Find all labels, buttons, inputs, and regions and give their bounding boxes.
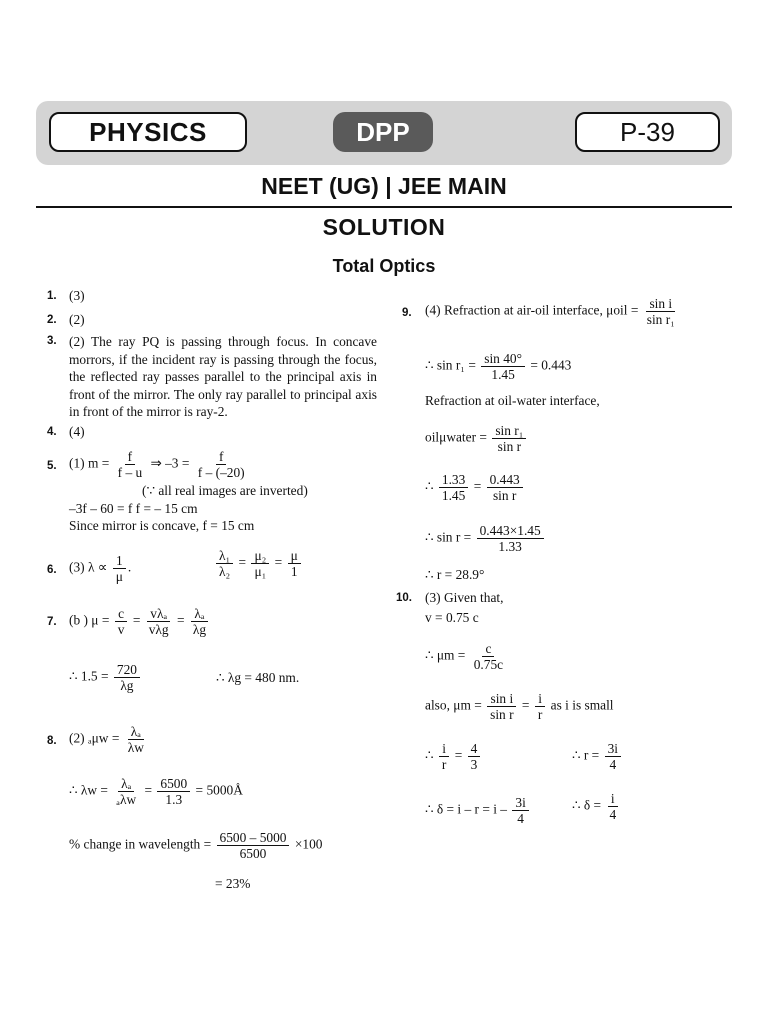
fraction: $\frac{3i}{4}$ bbox=[512, 795, 528, 826]
q5-note: (∵ all real images are inverted) bbox=[142, 483, 308, 498]
q5-equation: (1) m = $\frac{f}{f - u}$ ⇒ –3 = $\frac{f}{f - (-20)}$ bbox=[69, 449, 250, 480]
fraction: $\frac{4}{3}$ bbox=[468, 741, 481, 772]
topic-title: Total Optics bbox=[332, 256, 436, 276]
fraction: $\frac{c}{v}$ bbox=[115, 606, 128, 637]
q5-lead: (1) m = bbox=[69, 455, 110, 471]
q4-answer: (4) bbox=[69, 424, 85, 439]
q10-ratio: ∴ $\frac{i}{r}$ = $\frac{4}{3}$ bbox=[425, 741, 482, 772]
q10-mu: ∴ μm = $\frac{c}{0.75c}$ bbox=[425, 641, 508, 672]
paper-code: P-39 bbox=[575, 112, 720, 152]
q10-r-value: ∴ r = $\frac{3i}{4}$ bbox=[572, 741, 623, 772]
q7-result: ∴ λg = 480 nm. bbox=[216, 670, 300, 685]
fraction: $\frac{\text{sin i}}{\text{sin r₁}}$ bbox=[646, 296, 675, 327]
q8-number: 8. bbox=[47, 735, 57, 747]
fraction: $\frac{\text{sin i}}{\text{sin r}}$ bbox=[487, 691, 516, 722]
q10-result: ∴ δ = $\frac{i}{4}$ bbox=[572, 791, 621, 822]
fraction: $\frac{f}{f - (-20)}$ bbox=[197, 449, 245, 480]
fraction: $\frac{i}{r}$ bbox=[439, 741, 449, 772]
q3-number: 3. bbox=[47, 335, 57, 347]
q5-number: 5. bbox=[47, 460, 57, 472]
fraction: $\frac{\sin 40^\circ}{1.45}$ bbox=[481, 351, 525, 382]
fraction: $\frac{c}{0.75c}$ bbox=[473, 641, 504, 672]
fraction: $\frac{\text{λₐ}}{\lambda w}$ bbox=[127, 724, 144, 755]
q8-equation: (2) ₐμw = $\frac{\text{λₐ}}{\lambda w}$ bbox=[69, 724, 149, 755]
fraction: $\frac{1.33}{1.45}$ bbox=[439, 472, 468, 503]
fraction: $\frac{1}{\mu}$ bbox=[113, 553, 126, 584]
q10-velocity: v = 0.75 c bbox=[425, 610, 479, 625]
dpp-badge: DPP bbox=[333, 112, 433, 152]
q6-number: 6. bbox=[47, 564, 57, 576]
q1-answer: (3) bbox=[69, 288, 85, 303]
q4-number: 4. bbox=[47, 426, 57, 438]
header-divider bbox=[36, 206, 732, 208]
q7-equation: (b ) μ = $\frac{c}{v}$ = $\frac{\text{vλₐ}}{\text{vλg}}$ = $\frac{\text{λₐ}}{\lambda g}$ bbox=[69, 606, 211, 637]
q9-number: 9. bbox=[402, 307, 412, 319]
fraction: $\frac{\text{μ₂}}{\text{μ₁}}$ bbox=[251, 548, 269, 579]
fraction: $\frac{720}{\lambda g}$ bbox=[114, 662, 140, 693]
exam-title: NEET (UG) | JEE MAIN bbox=[261, 173, 507, 199]
fraction: $\frac{f}{f - u}$ bbox=[117, 449, 143, 480]
q9-oil-water: Refraction at oil-water interface, bbox=[425, 393, 600, 408]
fraction: $\frac{0.443}{\text{sin r}}$ bbox=[487, 472, 523, 503]
fraction: $\frac{\text{sin r₁}}{\text{sin r}}$ bbox=[492, 423, 526, 454]
q10-small-angle: also, μm = $\frac{\text{sin i}}{\text{sin r}}$ = $\frac{i}{r}$ as i is small bbox=[425, 691, 614, 722]
fraction: $\frac{3i}{4}$ bbox=[605, 741, 621, 772]
q6-ratio: $\frac{\text{λ₁}}{\text{λ₂}}$ = $\frac{\text{μ₂}}{\text{μ₁}}$ = $\frac{\mu}{1}$ bbox=[214, 548, 303, 579]
q10-given: (3) Given that, bbox=[425, 590, 504, 605]
fraction: $\frac{6500}{1.3}$ bbox=[157, 776, 190, 807]
fraction: $\frac{\text{vλₐ}}{\text{vλg}}$ bbox=[148, 606, 169, 637]
fraction: $\frac{6500 - 5000}{6500}$ bbox=[217, 830, 290, 861]
fraction: $\frac{i}{r}$ bbox=[535, 691, 545, 722]
q9-sin-r1: ∴ sin r₁ = $\frac{\sin 40^\circ}{1.45}$ = 0.443 bbox=[425, 351, 572, 382]
fraction: $\frac{\text{λ₁}}{\text{λ₂}}$ bbox=[216, 548, 233, 579]
q2-answer: (2) bbox=[69, 312, 85, 327]
q9-result: ∴ r = 28.9° bbox=[425, 567, 485, 582]
q8-wavelength: ∴ λw = $\frac{\text{λₐ}}{\text{ₐλw}}$ = $\frac{6500}{1.3}$ = 5000Å bbox=[69, 776, 243, 807]
q8-result: = 23% bbox=[215, 876, 251, 891]
page-title: SOLUTION bbox=[322, 214, 446, 240]
q8-percent-change: % change in wavelength = $\frac{6500 - 5000}{6500}$ ×100 bbox=[69, 830, 323, 861]
q7-substitution: ∴ 1.5 = $\frac{720}{\lambda g}$ bbox=[69, 662, 142, 693]
q5-conclusion: Since mirror is concave, f = 15 cm bbox=[69, 518, 255, 533]
fraction: $\frac{\text{λₐ}}{\text{ₐλw}}$ bbox=[116, 776, 137, 807]
fraction: $\frac{i}{4}$ bbox=[609, 791, 617, 822]
q1-number: 1. bbox=[47, 290, 57, 302]
fraction: $\frac{\mu}{1}$ bbox=[288, 548, 301, 579]
fraction: $\frac{0.443\times 1.45}{1.33}$ bbox=[477, 523, 544, 554]
q3-explanation: (2) The ray PQ is passing through focus. In concave morrors, if the incident ray is passing through the focus, the reflected ray passes parallel to the principal axis in front of the mirror. The only ray parallel to principal axis in front of the mirror is ray-2. bbox=[69, 334, 377, 419]
q9-equation: (4) Refraction at air-oil interface, μoil = $\frac{\text{sin i}}{\text{sin r₁}}$ bbox=[425, 296, 680, 327]
subject-label: PHYSICS bbox=[49, 112, 247, 152]
q2-number: 2. bbox=[47, 314, 57, 326]
q9-ratio: oilμwater = $\frac{\text{sin r₁}}{\text{sin r}}$ bbox=[425, 423, 528, 454]
q9-proportion: ∴ $\frac{1.33}{1.45}$ = $\frac{0.443}{\text{sin r}}$ bbox=[425, 472, 525, 503]
q9-sin-r: ∴ sin r = $\frac{0.443\times 1.45}{1.33}$ bbox=[425, 523, 546, 554]
q10-number: 10. bbox=[396, 592, 412, 604]
q5-step: –3f – 60 = f f = – 15 cm bbox=[69, 501, 198, 516]
q10-deviation: ∴ δ = i – r = i – $\frac{3i}{4}$ bbox=[425, 795, 531, 826]
fraction: $\frac{\text{λₐ}}{\lambda g}$ bbox=[192, 606, 207, 637]
q7-number: 7. bbox=[47, 616, 57, 628]
q6-relation: (3) λ ∝ $\frac{1}{\mu}$ . bbox=[69, 553, 132, 584]
